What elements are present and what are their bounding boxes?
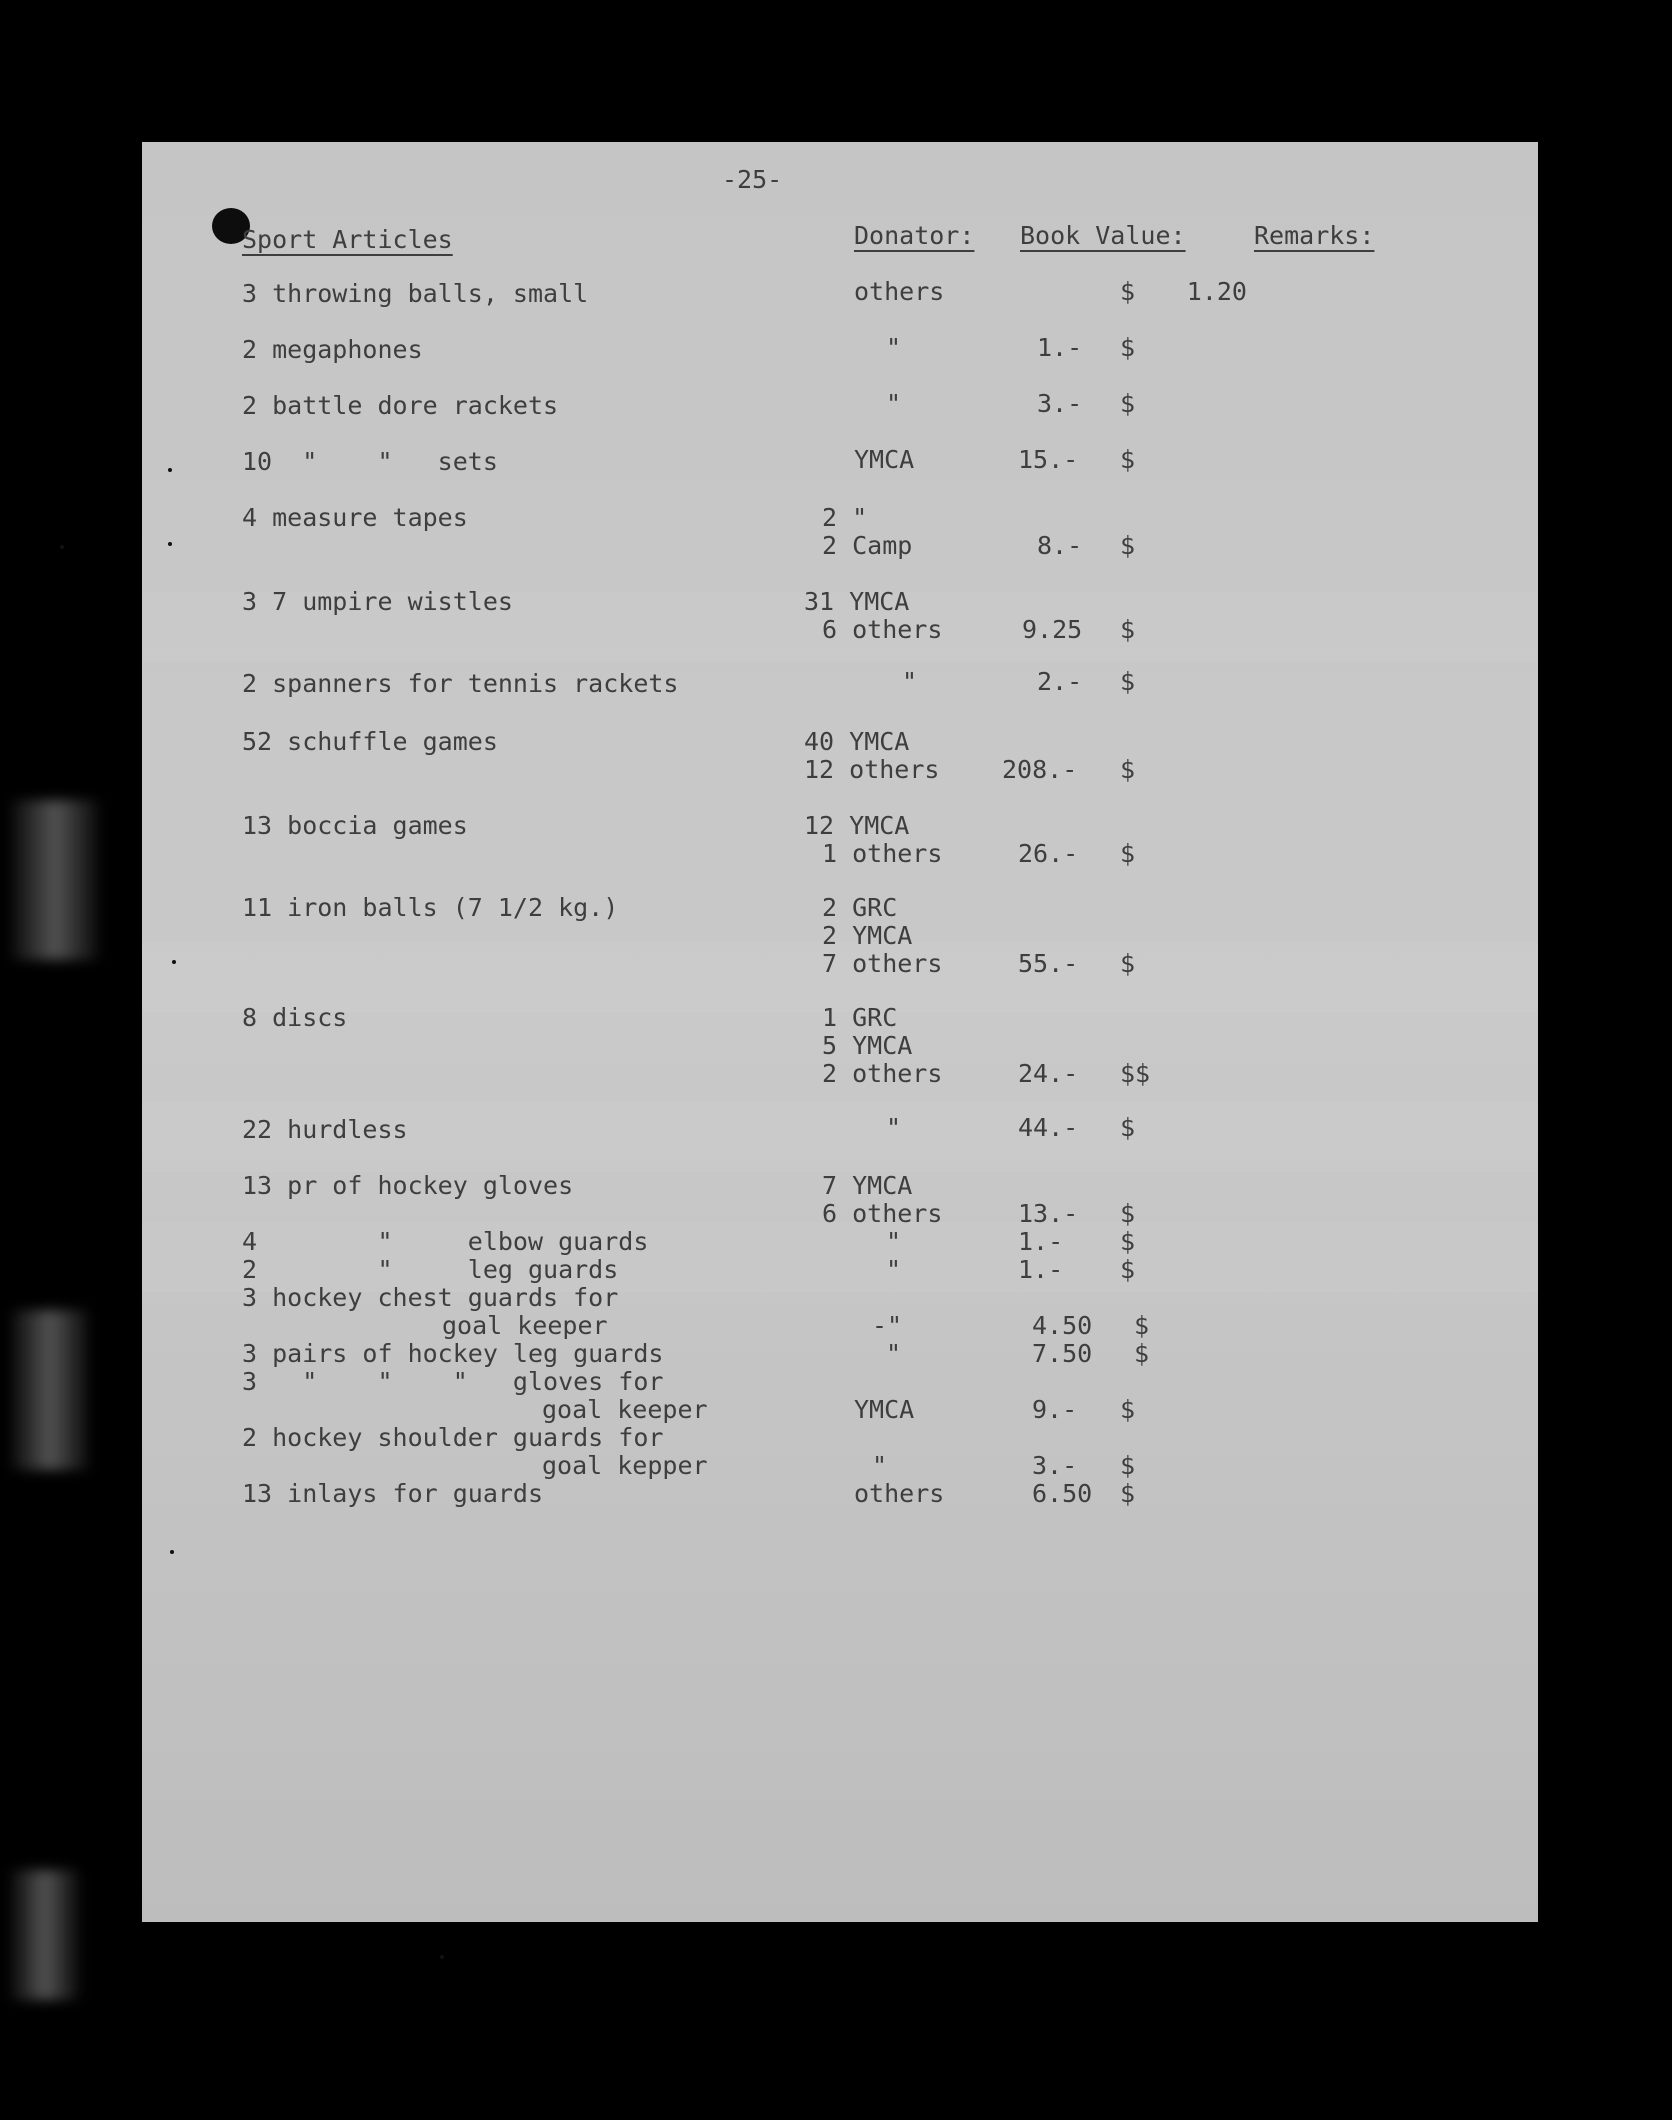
donator-text: YMCA bbox=[854, 1395, 915, 1424]
donator-text: 12 others bbox=[804, 755, 940, 784]
item-text: 10 " " sets bbox=[242, 447, 498, 476]
film-speck bbox=[440, 1955, 444, 1959]
donator-text: 1 GRC bbox=[822, 1003, 898, 1032]
currency-mark: $ bbox=[1120, 1199, 1136, 1228]
currency-mark: $ bbox=[1120, 1451, 1136, 1480]
film-artifact bbox=[10, 800, 100, 960]
book-value: 15.- bbox=[1018, 445, 1079, 474]
donator-text: others bbox=[854, 277, 945, 306]
currency-mark: $ bbox=[1120, 839, 1136, 868]
currency-mark: $ bbox=[1134, 1339, 1150, 1368]
book-value: 44.- bbox=[1018, 1113, 1079, 1142]
book-value: 1.- bbox=[1037, 333, 1083, 362]
book-value: 4.50 bbox=[1032, 1311, 1093, 1340]
item-text: 8 discs bbox=[242, 1003, 348, 1032]
item-text: 11 iron balls (7 1/2 kg.) bbox=[242, 893, 619, 922]
book-value: 8.- bbox=[1037, 531, 1083, 560]
header-book-value: Book Value: bbox=[1020, 221, 1186, 250]
header-sport-articles: Sport Articles bbox=[242, 225, 453, 254]
film-speck bbox=[172, 960, 176, 964]
donator-text: YMCA bbox=[854, 445, 915, 474]
currency-mark: $ bbox=[1134, 1311, 1150, 1340]
donator-text: 7 YMCA bbox=[822, 1171, 913, 1200]
donator-text: 6 others bbox=[822, 1199, 943, 1228]
header-remarks: Remarks: bbox=[1254, 221, 1375, 250]
item-text-continued: goal keeper bbox=[542, 1395, 708, 1424]
book-value: 3.- bbox=[1037, 389, 1083, 418]
donator-text: 2 YMCA bbox=[822, 921, 913, 950]
book-value: 9.25 bbox=[1022, 615, 1083, 644]
donator-text: others bbox=[854, 1479, 945, 1508]
item-text: 2 megaphones bbox=[242, 335, 423, 364]
currency-mark: $ bbox=[1120, 1479, 1136, 1508]
item-text: 3 hockey chest guards for bbox=[242, 1283, 619, 1312]
currency-mark: $ bbox=[1120, 389, 1136, 418]
donator-text: 6 others bbox=[822, 615, 943, 644]
donator-text: 12 YMCA bbox=[804, 811, 910, 840]
donator-text: -" bbox=[872, 1311, 903, 1340]
donator-text: " bbox=[886, 333, 902, 362]
donator-text: " bbox=[872, 1451, 888, 1480]
item-text: 2 spanners for tennis rackets bbox=[242, 669, 679, 698]
book-value: 2.- bbox=[1037, 667, 1083, 696]
currency-mark: $ bbox=[1120, 277, 1136, 306]
film-speck bbox=[168, 542, 172, 546]
book-value: 26.- bbox=[1018, 839, 1079, 868]
currency-mark: $ bbox=[1120, 667, 1136, 696]
donator-text: 2 Camp bbox=[822, 531, 913, 560]
book-value: 208.- bbox=[1002, 755, 1078, 784]
currency-mark: $$ bbox=[1120, 1059, 1151, 1088]
item-text: 3 7 umpire wistles bbox=[242, 587, 513, 616]
currency-mark: $ bbox=[1120, 755, 1136, 784]
film-speck bbox=[168, 468, 172, 472]
donator-text: 2 others bbox=[822, 1059, 943, 1088]
currency-mark: $ bbox=[1120, 1395, 1136, 1424]
item-text: 3 throwing balls, small bbox=[242, 279, 589, 308]
item-text: 2 hockey shoulder guards for bbox=[242, 1423, 664, 1452]
currency-mark: $ bbox=[1120, 615, 1136, 644]
book-value: 7.50 bbox=[1032, 1339, 1093, 1368]
donator-text: 40 YMCA bbox=[804, 727, 910, 756]
book-value: 13.- bbox=[1018, 1199, 1079, 1228]
item-text-continued: goal keeper bbox=[442, 1311, 608, 1340]
donator-text: 2 " bbox=[822, 503, 868, 532]
film-speck bbox=[60, 545, 64, 549]
donator-text: 31 YMCA bbox=[804, 587, 910, 616]
book-value: 1.20 bbox=[1186, 277, 1247, 306]
book-value: 55.- bbox=[1018, 949, 1079, 978]
book-value: 9.- bbox=[1032, 1395, 1078, 1424]
currency-mark: $ bbox=[1120, 445, 1136, 474]
item-text-continued: goal kepper bbox=[542, 1451, 708, 1480]
book-value: 3.- bbox=[1032, 1451, 1078, 1480]
donator-text: " bbox=[886, 1339, 902, 1368]
item-text: 3 " " " gloves for bbox=[242, 1367, 664, 1396]
item-text: 13 inlays for guards bbox=[242, 1479, 544, 1508]
film-artifact bbox=[10, 1310, 90, 1470]
donator-text: 5 YMCA bbox=[822, 1031, 913, 1060]
currency-mark: $ bbox=[1120, 1227, 1136, 1256]
book-value: 1.- bbox=[1018, 1255, 1064, 1284]
book-value: 6.50 bbox=[1032, 1479, 1093, 1508]
item-text: 2 battle dore rackets bbox=[242, 391, 559, 420]
currency-mark: $ bbox=[1120, 1255, 1136, 1284]
currency-mark: $ bbox=[1120, 949, 1136, 978]
item-text: 13 boccia games bbox=[242, 811, 468, 840]
item-text: 52 schuffle games bbox=[242, 727, 498, 756]
item-text: 22 hurdless bbox=[242, 1115, 408, 1144]
donator-text: 2 GRC bbox=[822, 893, 898, 922]
currency-mark: $ bbox=[1120, 333, 1136, 362]
film-speck bbox=[170, 1550, 174, 1554]
item-text: 2 " leg guards bbox=[242, 1255, 619, 1284]
donator-text: " bbox=[902, 667, 918, 696]
donator-text: " bbox=[886, 1227, 902, 1256]
document-page bbox=[142, 142, 1538, 1922]
donator-text: " bbox=[886, 389, 902, 418]
donator-text: " bbox=[886, 1255, 902, 1284]
book-value: 24.- bbox=[1018, 1059, 1079, 1088]
item-text: 13 pr of hockey gloves bbox=[242, 1171, 574, 1200]
book-value: 1.- bbox=[1018, 1227, 1064, 1256]
currency-mark: $ bbox=[1120, 1113, 1136, 1142]
donator-text: " bbox=[886, 1113, 902, 1142]
donator-text: 7 others bbox=[822, 949, 943, 978]
item-text: 4 measure tapes bbox=[242, 503, 468, 532]
page-number: -25- bbox=[722, 165, 783, 194]
header-donator: Donator: bbox=[854, 221, 975, 250]
donator-text: 1 others bbox=[822, 839, 943, 868]
item-text: 4 " elbow guards bbox=[242, 1227, 649, 1256]
currency-mark: $ bbox=[1120, 531, 1136, 560]
item-text: 3 pairs of hockey leg guards bbox=[242, 1339, 664, 1368]
film-artifact bbox=[10, 1870, 80, 2000]
